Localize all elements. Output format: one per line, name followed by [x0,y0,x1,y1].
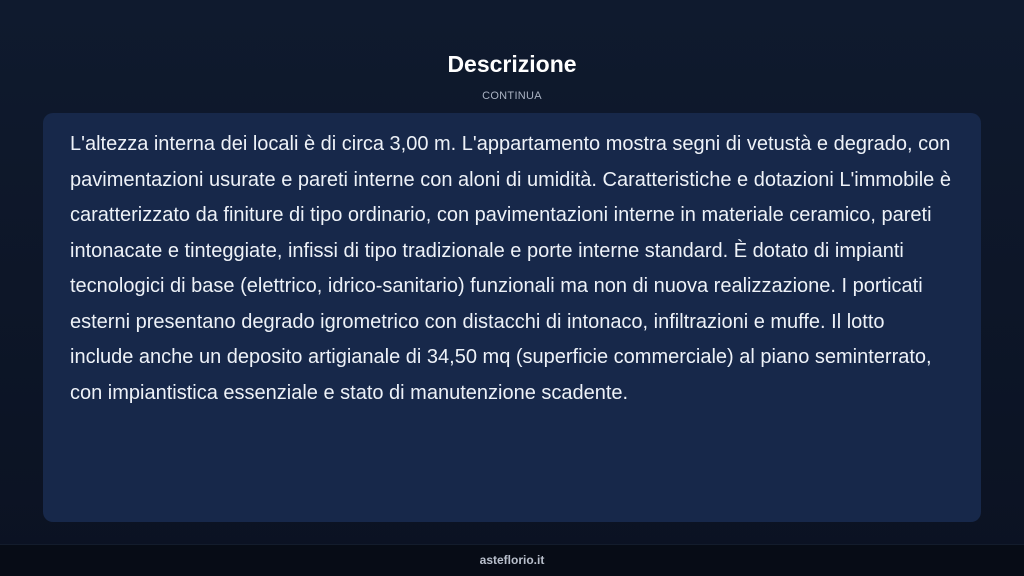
footer-site-label: asteflorio.it [479,553,545,567]
footer-bar [0,544,1024,576]
page-title: Descrizione [447,51,577,77]
page-subtitle: CONTINUA [482,90,542,102]
description-card [43,113,981,522]
description-text: L'altezza interna dei locali è di circa 3,00 m. L'appartamento mostra segni di vetustà e degrado, con pavimentazioni usurate e pareti interne con aloni di umidità. Caratteristiche e dotazioni L'immobile è caratterizzato da finiture di tipo ordinario, con pavimentazioni interne in materiale ceramico, pareti intonacate e tinteggiate, infissi di tipo tradizionale e porte interne standard. È dotato di impianti tecnologici di base (elettrico, idrico-sanitario) funzionali ma non di nuova realizzazione. I porticati esterni presentano degrado igrometrico con distacchi di intonaco, infiltrazioni e muffe. Il lotto include anche un deposito artigianale di 34,50 mq (superficie commerciale) al piano seminterrato, con impiantistica essenziale e stato di manutenzione scadente. [70,133,951,404]
